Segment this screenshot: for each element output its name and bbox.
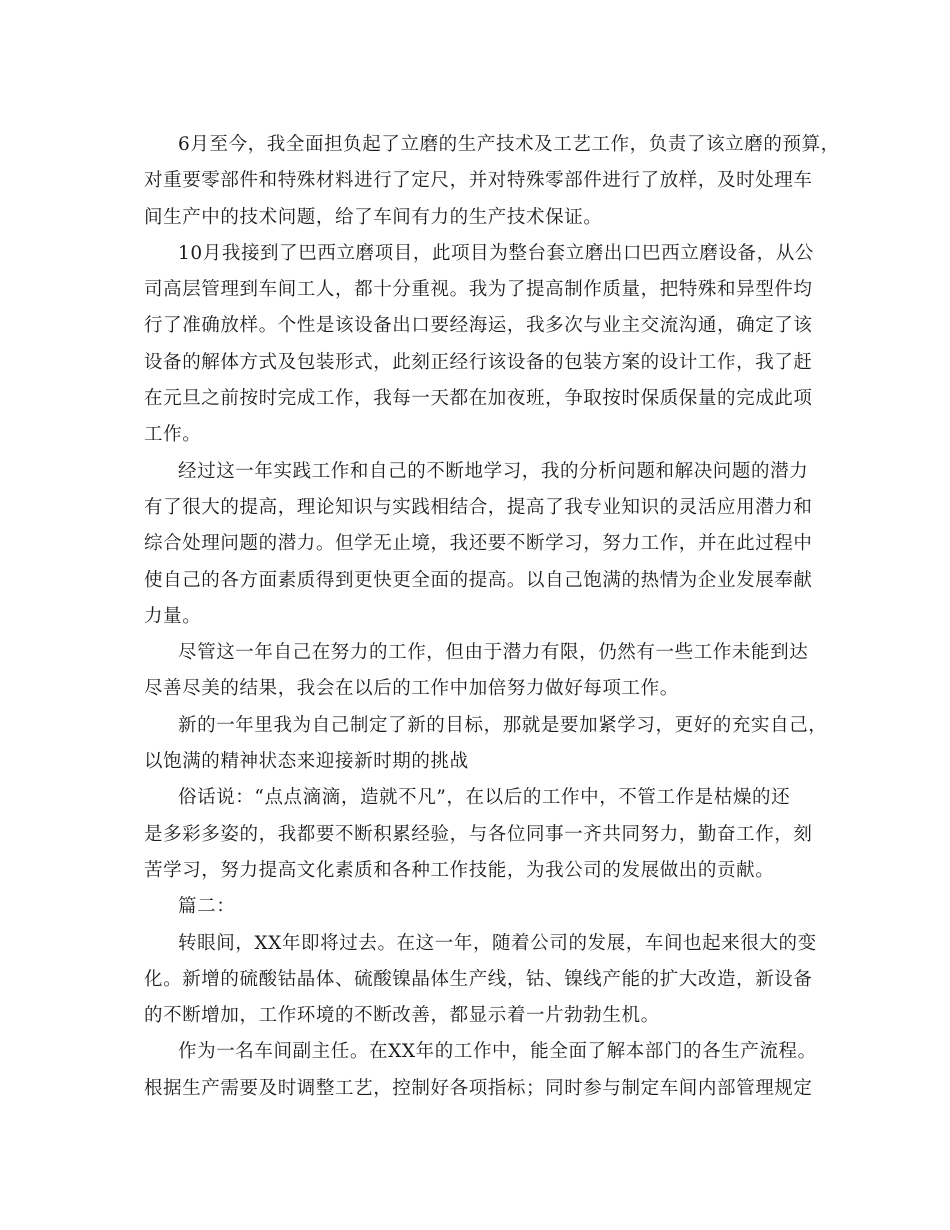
text-line: 以饱满的精神状态来迎接新时期的挑战 (144, 751, 469, 773)
section-heading: 篇二： (178, 896, 236, 918)
text-line: 有了很大的提高，理论知识与实践相结合，提高了我专业知识的灵活应用潜力和 (144, 496, 813, 518)
text-line: 10月我接到了巴西立磨项目，此项目为整台套立磨出口巴西立磨设备，从公 (178, 242, 814, 264)
text-line: 的不断增加，工作环境的不断改善，都显示着一片勃勃生机。 (144, 1005, 660, 1027)
text-line: 行了准确放样。个性是该设备出口要经海运，我多次与业主交流沟通，确定了该 (144, 315, 813, 337)
text-line: 在元旦之前按时完成工作，我每一天都在加夜班，争取按时保质保量的完成此项 (144, 388, 813, 410)
text-line: 工作。 (144, 424, 202, 446)
text-line: 作为一名车间副主任。在XX年的工作中，能全面了解本部门的各生产流程。 (178, 1041, 817, 1063)
text-line: 新的一年里我为自己制定了新的目标，那就是要加紧学习，更好的充实自己， (178, 714, 828, 736)
text-line: 化。新增的硫酸钴晶体、硫酸镍晶体生产线，钴、镍线产能的扩大改造，新设备 (144, 968, 813, 990)
text-line: 尽管这一年自己在努力的工作，但由于潜力有限，仍然有一些工作未能到达 (178, 642, 809, 664)
text-line: 苦学习，努力提高文化素质和各种工作技能，为我公司的发展做出的贡献。 (144, 859, 775, 881)
text-line: 使自己的各方面素质得到更快更全面的提高。以自己饱满的热情为企业发展奉献 (144, 569, 813, 591)
text-line: 尽善尽美的结果，我会在以后的工作中加倍努力做好每项工作。 (144, 678, 679, 700)
text-line: 6月至今，我全面担负起了立磨的生产技术及工艺工作，负责了该立磨的预算， (178, 134, 840, 155)
text-line: 力量。 (144, 605, 202, 627)
text-line: 设备的解体方式及包装形式，此刻正经行该设备的包装方案的设计工作，我了赶 (144, 351, 813, 373)
document-page (144, 127, 840, 1107)
text-line: 根据生产需要及时调整工艺，控制好各项指标；同时参与制定车间内部管理规定 (144, 1077, 813, 1099)
text-line: 是多彩多姿的，我都要不断积累经验，与各位同事一齐共同努力，勤奋工作，刻 (144, 823, 813, 845)
text-line: 转眼间，XX年即将过去。在这一年，随着公司的发展，车间也起来很大的变 (178, 932, 817, 954)
text-line: 对重要零部件和特殊材料进行了定尺，并对特殊零部件进行了放样，及时处理车 (144, 170, 813, 192)
text-line: 间生产中的技术问题，给了车间有力的生产技术保证。 (144, 206, 603, 228)
text-line: 综合处理问题的潜力。但学无止境，我还要不断学习，努力工作，并在此过程中 (144, 533, 813, 555)
text-line: 司高层管理到车间工人，都十分重视。我为了提高制作质量，把特殊和异型件均 (144, 279, 813, 301)
text-line: 经过这一年实践工作和自己的不断地学习，我的分析问题和解决问题的潜力 (178, 460, 809, 482)
text-line: 俗话说：“点点滴滴，造就不凡”，在以后的工作中，不管工作是枯燥的还 (178, 787, 791, 809)
